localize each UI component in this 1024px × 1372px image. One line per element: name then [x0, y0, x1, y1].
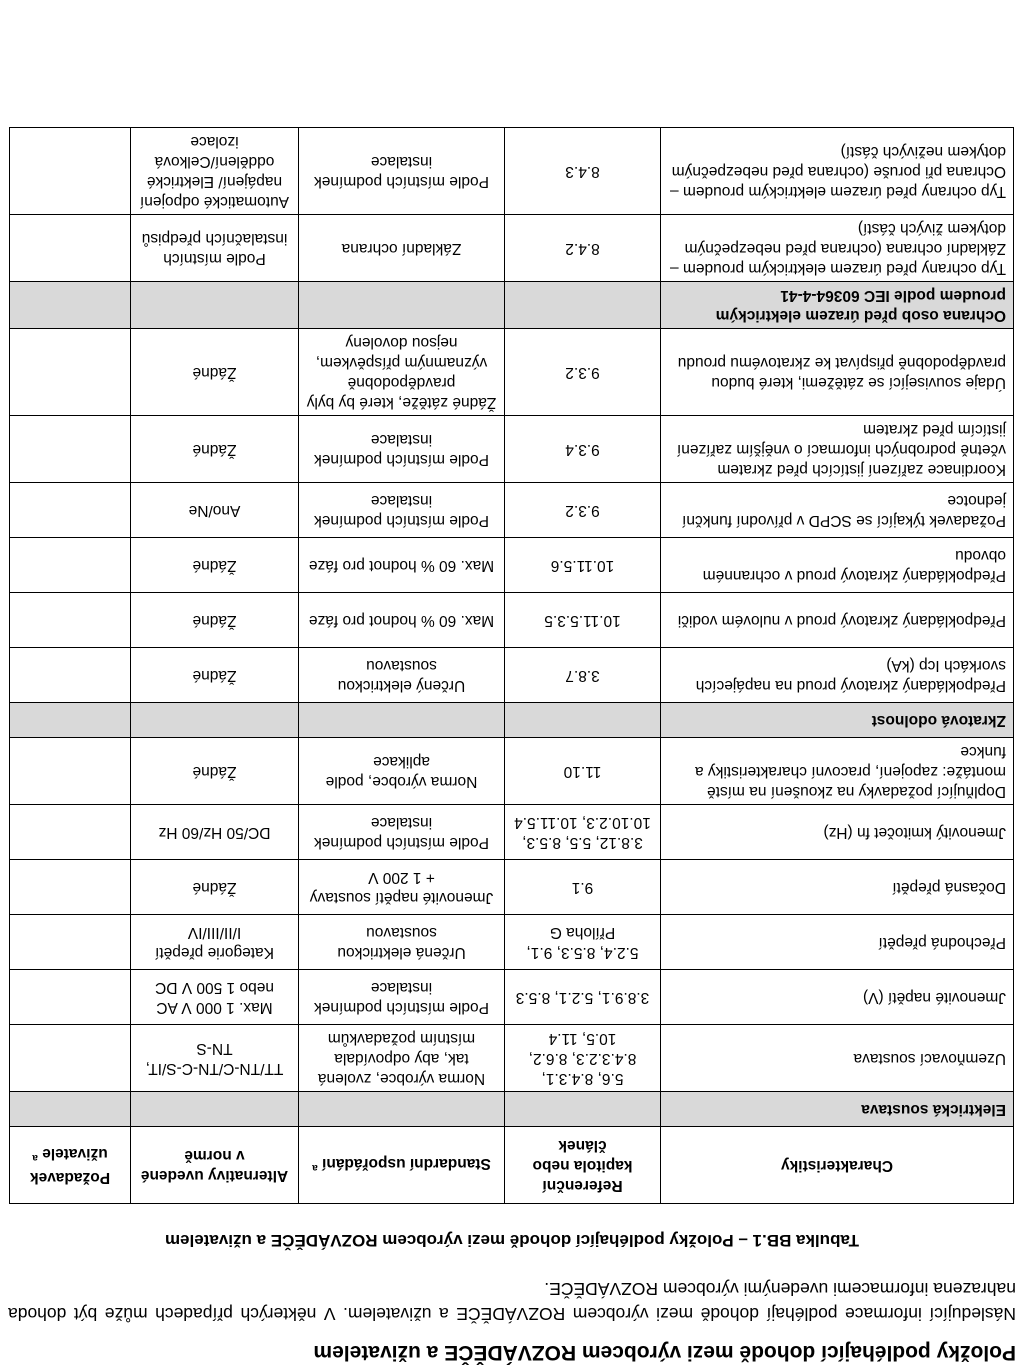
footnote-marker: a [32, 1152, 38, 1164]
cell-alternatives: Max. 1 000 V AC nebo 1 500 V DC [131, 970, 299, 1025]
cell-characteristic: Předpokládaný zkratový proud v ochranném obvodu [661, 538, 1014, 593]
table-row [10, 416, 1014, 483]
cell-user [10, 538, 131, 593]
cell-characteristic: Koordinace zařízení jistících před zkratem včetně podrobných informací o vnějším zařízení jistícím před zkratem [661, 416, 1014, 483]
cell-user [10, 860, 131, 915]
table-row [10, 805, 1014, 860]
table-header-row [10, 1127, 1014, 1204]
cell-alternatives: DC/50 Hz/60 Hz [131, 805, 299, 860]
table-row [10, 648, 1014, 703]
cell-user [10, 648, 131, 703]
cell-alternatives: Automatické odpojení napájení/ Elektrické oddělení/Celková izolace [131, 128, 299, 215]
cell-reference: 8.4.3 [505, 128, 661, 215]
cell-standard: Norma výrobce, podle aplikace [299, 738, 505, 805]
section-row [10, 703, 1014, 738]
cell-standard: Max. 60 % hodnot pro fáze [299, 593, 505, 648]
cell-characteristic: Doplňující požadavky na zkoušení na místě montáže: zapojení, pracovní charakteristiky a funkce [661, 738, 1014, 805]
cell-standard: Žádné zátěže, které by byly pravděpodobně významným příspěvkem, nejsou dovoleny [299, 329, 505, 416]
section-label: Ochrana osob před úrazem elektrickým proudem podle IEC 60364-4-41 [661, 282, 1014, 329]
footnote-marker: a [312, 1162, 318, 1174]
cell-reference: 3.8.12, 5.5, 8.5.3, 10.10.2.3, 10.11.5.4 [505, 805, 661, 860]
cell-characteristic: Uzemňovací soustava [661, 1025, 1014, 1092]
cell-user [10, 329, 131, 416]
cell-user [10, 738, 131, 805]
cell-standard: Podle místních podmínek instalace [299, 128, 505, 215]
cell-user [10, 483, 131, 538]
table-row [10, 128, 1014, 215]
cell-user [10, 970, 131, 1025]
cell-reference: 9.3.2 [505, 483, 661, 538]
cell-standard: Podle místních podmínek instalace [299, 970, 505, 1025]
table-row [10, 593, 1014, 648]
cell-user [10, 593, 131, 648]
cell-alternatives: Žádné [131, 538, 299, 593]
cell-standard: Určená elektrickou soustavou [299, 915, 505, 970]
table-row [10, 1025, 1014, 1092]
cell-standard: Podle místních podmínek instalace [299, 483, 505, 538]
cell-alternatives: Žádné [131, 593, 299, 648]
agreement-table [9, 127, 1014, 1204]
cell-characteristic: Dočasná přepětí [661, 860, 1014, 915]
cell-alternatives: Podle místních instalačních předpisů [131, 215, 299, 282]
table-caption: Tabulka BB.1 – Položky podléhající dohodě mezi výrobcem ROZVÁDĚČE a uživatelem [164, 1231, 860, 1250]
cell-alternatives: Ano/Ne [131, 483, 299, 538]
cell-standard: Norma výrobce, zvolená tak, aby odpovídala místním požadavkům [299, 1025, 505, 1092]
cell-user [10, 215, 131, 282]
cell-alternatives: Kategorie přepětí I/II/III/IV [131, 915, 299, 970]
cell-reference: 10.11.5.6 [505, 538, 661, 593]
cell-alternatives: Žádné [131, 738, 299, 805]
table-row [10, 915, 1014, 970]
cell-characteristic: Typ ochrany před úrazem elektrickým proudem – Ochrana při poruše (ochrana před nebezpečným dotykem neživých částí) [661, 128, 1014, 215]
cell-reference: 3.8.7 [505, 648, 661, 703]
cell-reference: 5.2.4, 8.5.3, 9.1, Příloha G [505, 915, 661, 970]
header-reference: Referenční kapitola nebo článek [505, 1127, 661, 1204]
table-row [10, 860, 1014, 915]
header-user [10, 1127, 131, 1204]
cell-characteristic: Předpokládaný zkratový proud na napájecích svorkách Icp (kA) [661, 648, 1014, 703]
cell-reference: 8.4.2 [505, 215, 661, 282]
cell-alternatives: Žádné [131, 860, 299, 915]
header-alternatives: Alternativy uvedené v normě [131, 1127, 299, 1204]
cell-characteristic: Jmenovité napětí (V) [661, 970, 1014, 1025]
cell-standard: Podle místních podmínek instalace [299, 805, 505, 860]
cell-standard: Max. 60 % hodnot pro fáze [299, 538, 505, 593]
cell-alternatives: TT/TN-C/TN-C-S/IT, TN-S [131, 1025, 299, 1092]
cell-reference: 11.10 [505, 738, 661, 805]
section-row [10, 1092, 1014, 1127]
header-standard-label: Standardní uspořádání [322, 1154, 491, 1172]
cell-alternatives: Žádné [131, 329, 299, 416]
table-row [10, 738, 1014, 805]
cell-reference: 3.8.9.1, 5.2.1, 8.5.3 [505, 970, 661, 1025]
cell-reference: 9.3.2 [505, 329, 661, 416]
cell-user [10, 805, 131, 860]
cell-characteristic: Jmenovitý kmitočet fn (Hz) [661, 805, 1014, 860]
cell-user [10, 128, 131, 215]
section-heading: Položky podléhající dohodě mezi výrobcem ROZVÁDĚČE a uživatelem [313, 1341, 1016, 1364]
table-row [10, 215, 1014, 282]
cell-reference: 9.3.4 [505, 416, 661, 483]
cell-standard: Určený elektrickou soustavou [299, 648, 505, 703]
cell-alternatives: Žádné [131, 416, 299, 483]
table-row [10, 483, 1014, 538]
cell-user [10, 1025, 131, 1092]
section-row [10, 282, 1014, 329]
section-label: Zkratová odolnost [661, 703, 1014, 738]
cell-characteristic: Přechodná přepětí [661, 915, 1014, 970]
section-label: Elektrická soustava [661, 1092, 1014, 1127]
header-user-label: Požadavek uživatele [29, 1144, 111, 1187]
header-characteristics: Charakteristiky [661, 1127, 1014, 1204]
cell-reference: 10.11.5.3.5 [505, 593, 661, 648]
cell-standard: Podle místních podmínek instalace [299, 416, 505, 483]
cell-standard: Jmenovité napětí soustavy + 1 200 V [299, 860, 505, 915]
cell-characteristic: Požadavek týkající se SCPD v přívodní funkční jednotce [661, 483, 1014, 538]
cell-user [10, 915, 131, 970]
cell-characteristic: Údaje související se zátěžemi, které budou pravděpodobně přispívat ke zkratovému proudu [661, 329, 1014, 416]
table-row [10, 970, 1014, 1025]
header-standard [299, 1127, 505, 1204]
table-row [10, 329, 1014, 416]
intro-paragraph: Následující informace podléhají dohodě mezi výrobcem ROZVÁDĚČE a uživatelem. V některých případech může být dohoda nahrazena informacemi uvedenými výrobcem ROZVÁDĚČE. [8, 1279, 1016, 1324]
cell-characteristic: Předpokládaný zkratový proud v nulovém vodiči [661, 593, 1014, 648]
cell-user [10, 416, 131, 483]
cell-reference: 5.6, 8.4.3.1, 8.4.3.2.3, 8.6.2, 10.5, 11.4 [505, 1025, 661, 1092]
cell-reference: 9.1 [505, 860, 661, 915]
cell-characteristic: Typ ochrany před úrazem elektrickým proudem – Základní ochrana (ochrana před nebezpečným dotykem živých částí) [661, 215, 1014, 282]
cell-standard: Základní ochrana [299, 215, 505, 282]
cell-alternatives: Žádné [131, 648, 299, 703]
table-row [10, 538, 1014, 593]
